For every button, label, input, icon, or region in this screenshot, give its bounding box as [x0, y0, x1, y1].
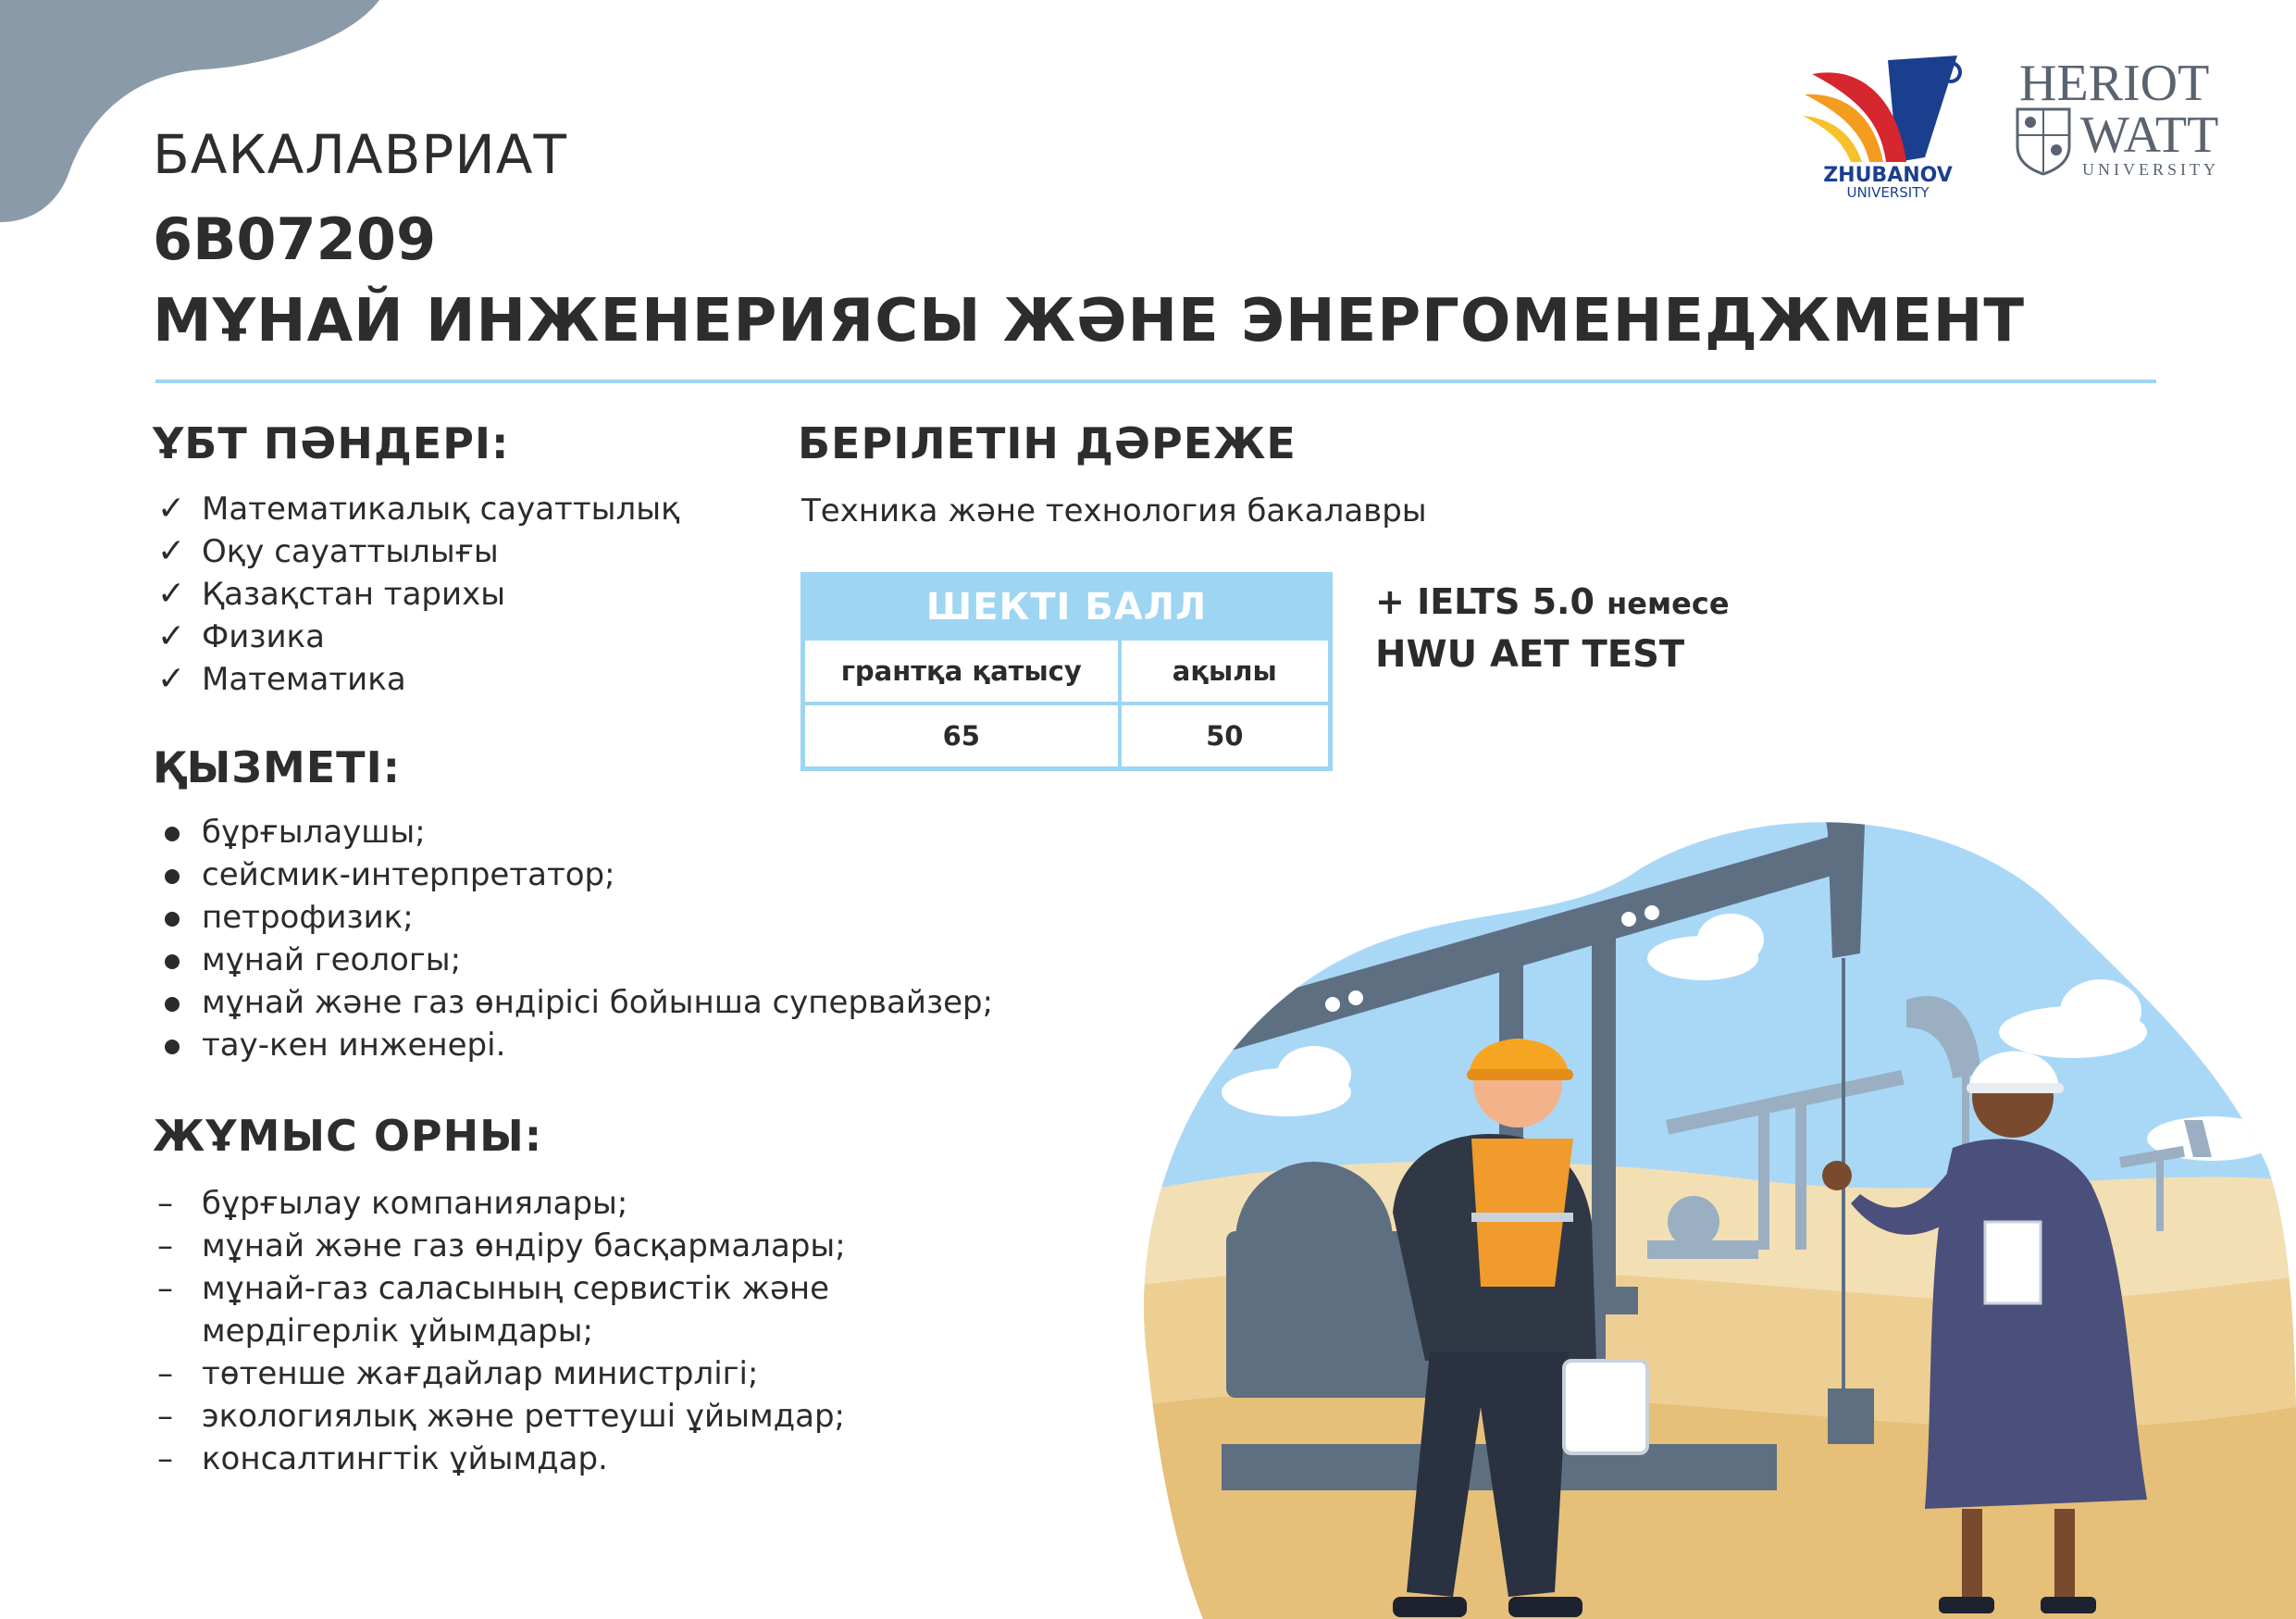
degree-heading: БЕРІЛЕТІН ДӘРЕЖЕ: [798, 418, 1297, 468]
ent-subject-item: [157, 658, 680, 701]
job-item-text: бұрғылаушы;: [202, 814, 426, 851]
job-item: [157, 939, 993, 981]
program-title: МҰНАЙ ИНЖЕНЕРИЯСЫ ЖӘНЕ ЭНЕРГОМЕНЕДЖМЕНТ: [153, 287, 2025, 355]
job-item-text: мұнай геологы;: [202, 941, 462, 978]
workplace-item-text: төтенше жағдайлар министрлігі;: [202, 1355, 759, 1392]
workplace-item: [157, 1438, 846, 1480]
jobs-heading: ҚЫЗМЕТІ:: [153, 742, 402, 792]
workplace-item: [157, 1267, 846, 1310]
hwu-aet-test: HWU AET TEST: [1375, 633, 1685, 676]
ent-subject-item: [157, 530, 680, 573]
workplace-list: [157, 1182, 846, 1480]
ent-subject-item-text: Математикалық сауаттылық: [202, 491, 680, 528]
job-item: [157, 981, 993, 1024]
oil-workers-illustration: [1129, 722, 2296, 1619]
check-icon: ✓: [157, 575, 186, 613]
workplace-item-text: экологиялық және реттеуші ұйымдар;: [202, 1398, 845, 1435]
job-item: [157, 1024, 993, 1066]
threshold-title: ШЕКТІ БАЛЛ: [803, 575, 1331, 640]
workplace-item-text: мұнай және газ өндіру басқармалары;: [202, 1227, 846, 1264]
grant-column-header: грантқа қатысу: [803, 639, 1120, 704]
ent-subject-item: [157, 616, 680, 658]
zhubanov-university-logo: [1795, 46, 1980, 207]
corner-decoration: [0, 0, 389, 231]
workplace-item: [157, 1395, 846, 1438]
job-item-text: сейсмик-интерпретатор;: [202, 856, 615, 893]
bullet-icon: [157, 1024, 194, 1066]
bullet-icon: [157, 981, 194, 1024]
ent-subject-item-text: Физика: [202, 618, 325, 655]
bullet-icon: [157, 853, 194, 896]
job-item-text: петрофизик;: [202, 899, 414, 936]
heriot-watt-logo: [2016, 59, 2247, 193]
check-icon: ✓: [157, 660, 186, 698]
hw-logo-line3: UNIVERSITY: [2082, 160, 2219, 179]
header-divider: [155, 380, 2156, 383]
workplace-item: [157, 1182, 846, 1225]
workplace-item-text: консалтингтік ұйымдар.: [202, 1440, 608, 1477]
jobs-list: [157, 811, 993, 1066]
job-item-text: мұнай және газ өндірісі бойынша супервайзер;: [202, 984, 994, 1021]
job-item: [157, 896, 993, 939]
zhubanov-logo-text: ZHUBANOV: [1823, 164, 1953, 187]
ent-subject-item: [157, 488, 680, 530]
bullet-icon: [157, 939, 194, 981]
check-icon: ✓: [157, 532, 186, 570]
workplace-item-text: мұнай-газ саласының сервистік және: [202, 1270, 830, 1307]
check-icon: ✓: [157, 617, 186, 655]
job-item: [157, 853, 993, 896]
workplace-item: [157, 1225, 846, 1267]
ent-subject-item: [157, 573, 680, 616]
ielts-or: немесе: [1607, 586, 1730, 621]
grant-score-value: 65: [803, 704, 1120, 769]
bullet-icon: [157, 896, 194, 939]
job-item: [157, 811, 993, 853]
ielts-requirement: [1375, 581, 1730, 622]
dash-marker: –: [157, 1355, 173, 1392]
ielts-score: + IELTS 5.0: [1375, 581, 1595, 622]
dash-marker: –: [157, 1227, 173, 1264]
dash-marker: –: [157, 1440, 173, 1477]
workplace-item: [157, 1310, 846, 1352]
paid-score-value: 50: [1120, 704, 1331, 769]
workplace-heading: ЖҰМЫС ОРНЫ:: [153, 1111, 543, 1161]
ent-subject-item-text: Математика: [202, 661, 406, 698]
ent-subjects-list: [157, 488, 680, 701]
ent-subject-item-text: Қазақстан тарихы: [202, 576, 506, 613]
workplace-item-text: бұрғылау компаниялары;: [202, 1185, 628, 1222]
check-icon: ✓: [157, 490, 186, 528]
workplace-item: [157, 1352, 846, 1395]
program-level: БАКАЛАВРИАТ: [153, 123, 567, 186]
paid-column-header: ақылы: [1120, 639, 1331, 704]
ent-subject-item-text: Оқу сауаттылығы: [202, 533, 499, 570]
hw-logo-line2: WATT: [2080, 106, 2219, 164]
bullet-icon: [157, 811, 194, 853]
dash-marker: –: [157, 1270, 173, 1307]
hw-logo-line1: HERIOT: [2019, 59, 2210, 112]
zhubanov-logo-subtext: UNIVERSITY: [1846, 184, 1930, 201]
dash-marker: –: [157, 1398, 173, 1435]
job-item-text: тау-кен инженері.: [202, 1027, 506, 1064]
degree-text: Техника және технология бакалавры: [801, 492, 1427, 529]
workplace-item-text: мердігерлік ұйымдары;: [202, 1313, 593, 1350]
dash-marker: –: [157, 1185, 173, 1222]
program-code: 6В07209: [153, 205, 437, 273]
ent-subjects-heading: ҰБТ ПӘНДЕРІ:: [153, 418, 510, 468]
